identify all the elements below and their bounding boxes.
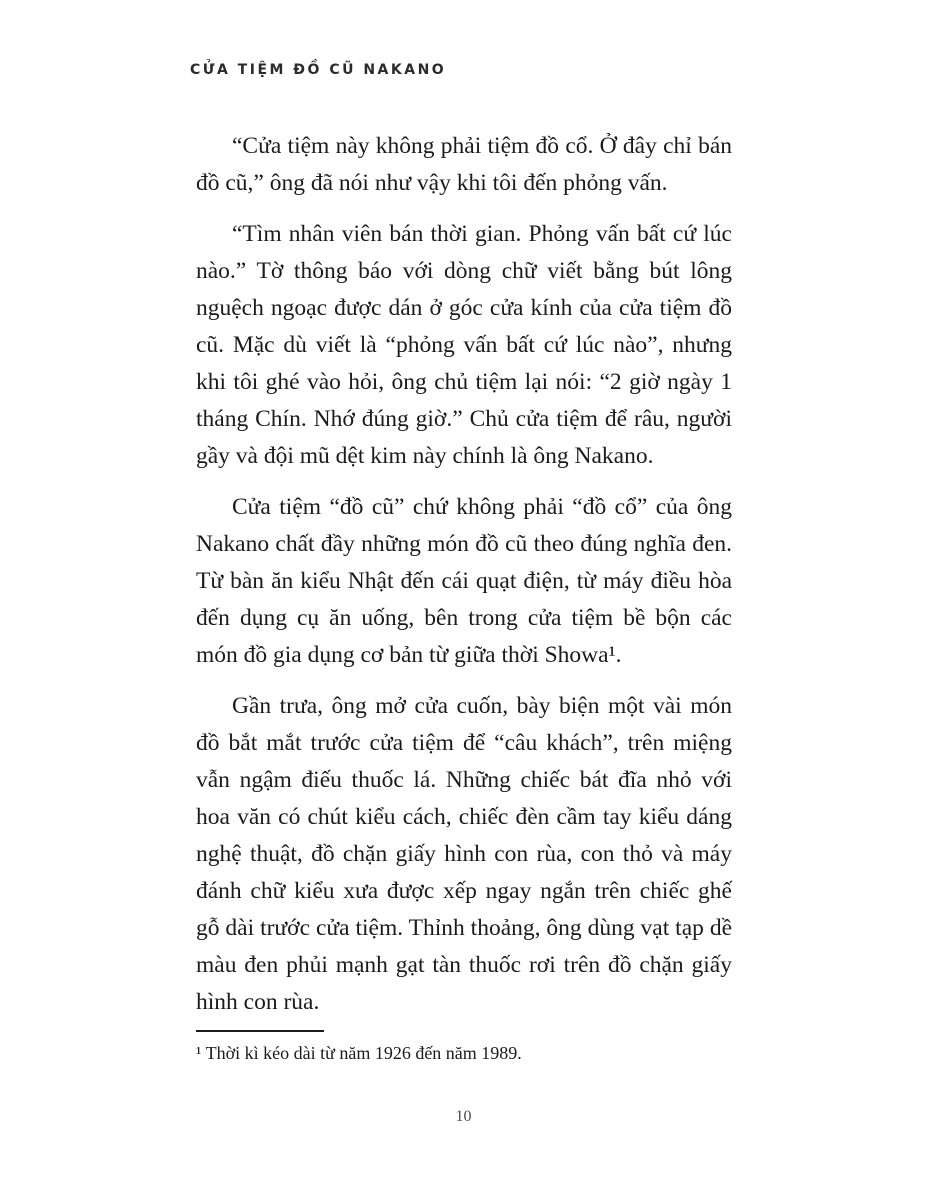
footnote-text: ¹ Thời kì kéo dài từ năm 1926 đến năm 1989. — [196, 1043, 522, 1063]
page-number: 10 — [455, 1108, 472, 1125]
page-body — [196, 128, 732, 1035]
footnote-divider — [196, 1030, 324, 1032]
running-header: CỬA TIỆM ĐỒ CŨ NAKANO — [190, 62, 447, 78]
paragraph: “Cửa tiệm này không phải tiệm đồ cổ. Ở đây chỉ bán đồ cũ,” ông đã nói như vậy khi tôi đến phỏng vấn. — [196, 133, 732, 196]
paragraph: “Tìm nhân viên bán thời gian. Phỏng vấn bất cứ lúc nào.” Tờ thông báo với dòng chữ viết bằng bút lông nguệch ngoạc được dán ở góc cửa kính của cửa tiệm đồ cũ. Mặc dù viết là “phỏng vấn bất cứ lúc nào”, nhưng khi tôi ghé vào hỏi, ông chủ tiệm lại nói: “2 giờ ngày 1 tháng Chín. Nhớ đúng giờ.” Chủ cửa tiệm để râu, người gầy và đội mũ dệt kim này chính là ông Nakano. — [196, 221, 732, 469]
paragraph: Cửa tiệm “đồ cũ” chứ không phải “đồ cổ” của ông Nakano chất đầy những món đồ cũ theo đúng nghĩa đen. Từ bàn ăn kiểu Nhật đến cái quạt điện, từ máy điều hòa đến dụng cụ ăn uống, bên trong cửa tiệm bề bộn các món đồ gia dụng cơ bản từ giữa thời Showa¹. — [196, 494, 732, 668]
paragraph: Gần trưa, ông mở cửa cuốn, bày biện một vài món đồ bắt mắt trước cửa tiệm để “câu khách”, trên miệng vẫn ngậm điếu thuốc lá. Những chiếc bát đĩa nhỏ với hoa văn có chút kiểu cách, chiếc đèn cầm tay kiểu dáng nghệ thuật, đồ chặn giấy hình con rùa, con thỏ và máy đánh chữ kiểu xưa được xếp ngay ngắn trên chiếc ghế gỗ dài trước cửa tiệm. Thỉnh thoảng, ông dùng vạt tạp dề màu đen phủi mạnh gạt tàn thuốc rơi trên đồ chặn giấy hình con rùa. — [196, 693, 732, 1015]
footnote-section — [196, 1030, 732, 1066]
